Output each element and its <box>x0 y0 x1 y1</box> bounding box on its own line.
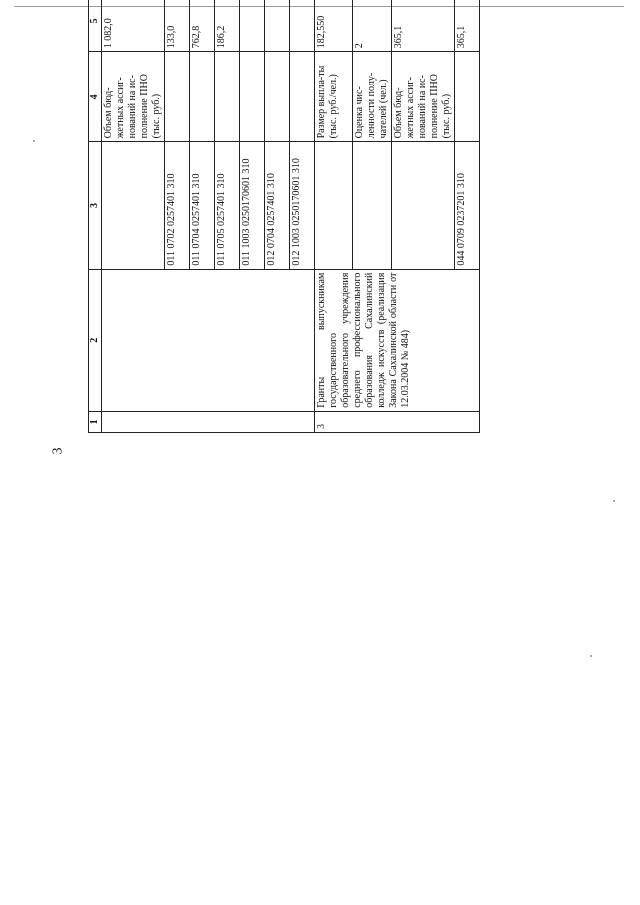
col-header-1: 1 <box>89 411 102 432</box>
col-header-4: 4 <box>89 52 102 142</box>
indicator-label: Размер выпла-ты (тыс. руб./чел.) <box>315 52 353 142</box>
rotated-table-area <box>88 15 467 880</box>
value-cell: 1 082,0 <box>102 0 165 52</box>
cell-empty <box>315 142 353 269</box>
cell-empty <box>102 269 315 411</box>
value-cell: 762,8 <box>190 0 215 52</box>
cell-empty <box>392 142 455 269</box>
budget-code: 011 0705 0257401 310 <box>215 142 240 269</box>
scan-speck <box>613 500 615 502</box>
cell-empty <box>290 52 315 142</box>
scan-speck <box>590 655 592 657</box>
cell-empty <box>290 0 315 52</box>
budget-table <box>88 0 480 433</box>
cell-empty <box>190 52 215 142</box>
indicator-label: Объем бюд-жетных ассиг-нований на ис-полнение ПНО (тыс. руб.) <box>392 52 455 142</box>
row-number: 3 <box>315 411 480 432</box>
cell-empty <box>240 52 265 142</box>
budget-code: 044 0709 0237201 310 <box>455 142 480 269</box>
cell-empty <box>215 52 240 142</box>
value-cell: 182,550 <box>315 0 353 52</box>
indicator-label: Оценка чис-ленности полу-чателей (чел.) <box>353 52 392 142</box>
header-row <box>89 0 102 433</box>
page-number: 3 <box>50 447 66 455</box>
budget-code: 012 0704 0257401 310 <box>265 142 290 269</box>
scan-speck <box>33 140 35 142</box>
value-cell: 365,1 <box>392 0 455 52</box>
budget-code: 012 1003 0250170601 310 <box>290 142 315 269</box>
value-cell: 365,1 <box>455 0 480 52</box>
col-header-3: 3 <box>89 142 102 269</box>
cell-empty <box>455 52 480 142</box>
table-row <box>102 0 165 433</box>
indicator-label: Объем бюд-жетных ассиг-нований на ис-полнение ПНО (тыс. руб.) <box>102 52 165 142</box>
cell-empty <box>165 52 190 142</box>
col-header-5: 5 <box>89 0 102 52</box>
value-cell: 2 <box>353 0 392 52</box>
cell-empty <box>265 52 290 142</box>
cell-empty <box>265 0 290 52</box>
col-header-2: 2 <box>89 269 102 411</box>
table-row <box>315 0 353 433</box>
cell-empty <box>240 0 265 52</box>
budget-code: 011 1003 0250170601 310 <box>240 142 265 269</box>
rotated-page <box>88 0 467 433</box>
value-cell: 133,0 <box>165 0 190 52</box>
budget-code: 011 0702 0257401 310 <box>165 142 190 269</box>
budget-code: 011 0704 0257401 310 <box>190 142 215 269</box>
cell-empty <box>102 142 165 269</box>
cell-empty <box>353 142 392 269</box>
cell-empty <box>102 411 315 432</box>
section-title: Гранты выпускникам государственного образовательного учреждения среднего профессионального образования Сахалинский колледж искусств (реализация Закона Сахалинской области от 12.03.2004 № 484) <box>315 269 480 411</box>
value-cell: 186,2 <box>215 0 240 52</box>
